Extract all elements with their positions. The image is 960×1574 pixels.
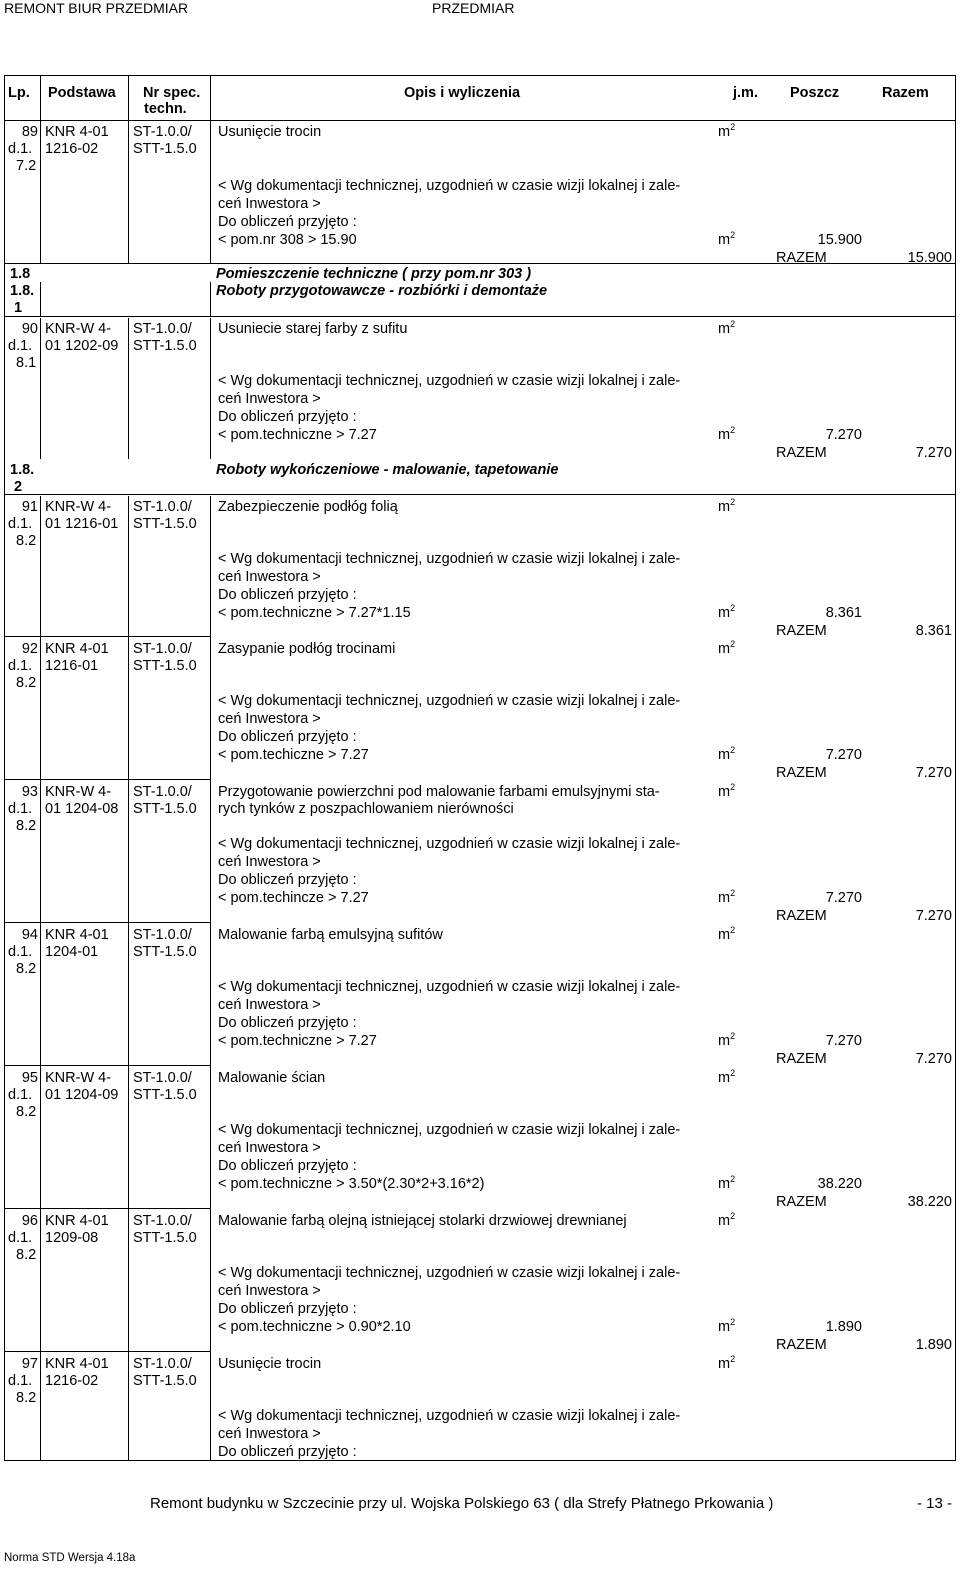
col-divider: [210, 1067, 211, 1210]
table-right-border: [955, 75, 956, 1460]
col-divider: [128, 638, 129, 781]
calc-basis-note-cont: ceń Inwestora >: [218, 196, 321, 212]
item-basis: KNR-W 4-: [45, 784, 112, 800]
calc-assumption: Do obliczeń przyjęto :: [218, 1015, 357, 1031]
item-spec: ST-1.0.0/: [133, 499, 192, 515]
item-unit: $m^2$: [718, 639, 736, 657]
item-unit: $m^2$: [718, 925, 736, 943]
item-unit: $m^2$: [718, 122, 736, 140]
calc-unit: $m^2$: [718, 1317, 736, 1335]
unit-exponent: 2: [730, 1031, 736, 1041]
unit-exponent: 2: [730, 1211, 736, 1221]
unit-exponent: 2: [730, 425, 736, 435]
calc-basis-note-cont: ceń Inwestora >: [218, 391, 321, 407]
page-number: - 13 -: [916, 1495, 952, 1512]
calc-unit: $m^2$: [718, 1031, 736, 1049]
item-ref-sub: 8.1: [16, 355, 37, 371]
item-spec-code: STT-1.5.0: [133, 516, 197, 532]
item-unit: $m^2$: [718, 1068, 736, 1086]
calc-formula: < pom.nr 308 > 15.90: [218, 232, 357, 248]
calc-assumption: Do obliczeń przyjęto :: [218, 587, 357, 603]
col-poszcz: Poszcz: [790, 85, 840, 101]
calc-basis-note-cont: ceń Inwestora >: [218, 569, 321, 585]
item-description: Usuniecie starej farby z sufitu: [218, 321, 408, 337]
table-top-border: [4, 75, 956, 76]
item-separator: [4, 1065, 210, 1066]
item-description: Malowanie ścian: [218, 1070, 326, 1086]
col-divider: [40, 1067, 41, 1210]
col-divider: [128, 1353, 129, 1460]
software-version: Norma STD Wersja 4.18a: [4, 1552, 136, 1564]
section-number: 1.8.: [10, 462, 35, 478]
calc-basis-note: < Wg dokumentacji technicznej, uzgodnień w czasie wizji lokalnej i zale-: [218, 979, 681, 995]
item-unit: $m^2$: [718, 497, 736, 515]
calc-unit: $m^2$: [718, 603, 736, 621]
item-basis: KNR 4-01: [45, 641, 109, 657]
col-divider: [40, 318, 41, 459]
item-unit: $m^2$: [718, 1354, 736, 1372]
col-divider: [210, 75, 211, 120]
total-label: RAZEM: [776, 765, 827, 781]
item-spec: ST-1.0.0/: [133, 1070, 192, 1086]
item-description-cont: rych tynków z poszpachlowaniem nierówności: [218, 801, 514, 817]
calc-basis-note-cont: ceń Inwestora >: [218, 854, 321, 870]
col-divider: [40, 496, 41, 638]
item-ref-sub: 8.2: [16, 961, 37, 977]
item-spec-code: STT-1.5.0: [133, 1373, 197, 1389]
calc-basis-note-cont: ceń Inwestora >: [218, 1140, 321, 1156]
item-basis-code: 1209-08: [45, 1230, 99, 1246]
calc-assumption: Do obliczeń przyjęto :: [218, 1444, 357, 1460]
col-divider: [128, 924, 129, 1067]
col-divider: [40, 638, 41, 781]
col-opis: Opis i wyliczenia: [404, 85, 521, 101]
item-unit: $m^2$: [718, 319, 736, 337]
calc-formula: < pom.techniczne > 7.27: [218, 1033, 377, 1049]
calc-partial-value: 1.890: [825, 1319, 862, 1335]
item-ref: d.1.: [8, 1087, 33, 1103]
col-divider: [128, 496, 129, 638]
item-basis-code: 1216-01: [45, 658, 99, 674]
app-title: REMONT BIUR PRZEDMIAR: [4, 0, 189, 16]
item-basis-code: 1204-01: [45, 944, 99, 960]
calc-basis-note: < Wg dokumentacji technicznej, uzgodnień w czasie wizji lokalnej i zale-: [218, 693, 681, 709]
footer-text: Remont budynku w Szczecinie przy ul. Wojska Polskiego 63 ( dla Strefy Płatnego Prkowania ): [150, 1495, 774, 1512]
item-basis-code: 01 1204-08: [45, 801, 119, 817]
item-ref-sub: 7.2: [16, 158, 37, 174]
calc-basis-note-cont: ceń Inwestora >: [218, 1426, 321, 1442]
calc-assumption: Do obliczeń przyjęto :: [218, 1158, 357, 1174]
calc-basis-note-cont: ceń Inwestora >: [218, 997, 321, 1013]
calc-formula: < pom.techniczne > 0.90*2.10: [218, 1319, 411, 1335]
calc-basis-note: < Wg dokumentacji technicznej, uzgodnień w czasie wizji lokalnej i zale-: [218, 1265, 681, 1281]
item-spec: ST-1.0.0/: [133, 641, 192, 657]
unit-exponent: 2: [730, 1354, 736, 1364]
unit-exponent: 2: [730, 603, 736, 613]
calc-partial-value: 8.361: [825, 605, 862, 621]
item-basis: KNR-W 4-: [45, 1070, 112, 1086]
col-divider: [210, 1210, 211, 1353]
item-basis: KNR-W 4-: [45, 321, 112, 337]
col-divider: [40, 282, 41, 316]
item-ref: d.1.: [8, 338, 33, 354]
col-razem: Razem: [882, 85, 929, 101]
item-description: Przygotowanie powierzchni pod malowanie farbami emulsyjnymi sta-: [218, 784, 660, 800]
calc-basis-note: < Wg dokumentacji technicznej, uzgodnień w czasie wizji lokalnej i zale-: [218, 551, 681, 567]
item-description: Malowanie farbą emulsyjną sufitów: [218, 927, 443, 943]
calc-partial-value: 38.220: [817, 1176, 862, 1192]
col-divider: [40, 924, 41, 1067]
unit-exponent: 2: [730, 1317, 736, 1327]
calc-unit: $m^2$: [718, 888, 736, 906]
item-ref: d.1.: [8, 801, 33, 817]
item-spec-code: STT-1.5.0: [133, 1230, 197, 1246]
total-label: RAZEM: [776, 1194, 827, 1210]
total-value: 38.220: [907, 1194, 952, 1210]
calc-basis-note: < Wg dokumentacji technicznej, uzgodnień w czasie wizji lokalnej i zale-: [218, 373, 681, 389]
calc-basis-note: < Wg dokumentacji technicznej, uzgodnień w czasie wizji lokalnej i zale-: [218, 1122, 681, 1138]
section-title: Roboty wykończeniowe - malowanie, tapetowanie: [216, 462, 559, 478]
calc-formula: < pom.techniczne > 3.50*(2.30*2+3.16*2): [218, 1176, 485, 1192]
item-basis-code: 01 1216-01: [45, 516, 119, 532]
unit-exponent: 2: [730, 745, 736, 755]
col-podstawa: Podstawa: [48, 85, 116, 101]
item-ref-sub: 8.2: [16, 533, 37, 549]
calc-assumption: Do obliczeń przyjęto :: [218, 1301, 357, 1317]
item-ref-sub: 8.2: [16, 1104, 37, 1120]
page-footer: [150, 1495, 956, 1512]
item-number: 91: [21, 499, 38, 515]
table-header-bottom-border: [4, 120, 956, 121]
col-divider: [128, 75, 129, 120]
total-value: 8.361: [915, 623, 952, 639]
item-unit: $m^2$: [718, 1211, 736, 1229]
unit-exponent: 2: [730, 230, 736, 240]
col-divider: [128, 121, 129, 263]
total-label: RAZEM: [776, 1337, 827, 1353]
item-ref: d.1.: [8, 658, 33, 674]
total-label: RAZEM: [776, 250, 827, 266]
item-number: 92: [21, 641, 38, 657]
total-label: RAZEM: [776, 445, 827, 461]
item-number: 94: [21, 927, 38, 943]
item-unit: $m^2$: [718, 782, 736, 800]
calc-assumption: Do obliczeń przyjęto :: [218, 409, 357, 425]
col-divider: [210, 496, 211, 638]
calc-basis-note: < Wg dokumentacji technicznej, uzgodnień w czasie wizji lokalnej i zale-: [218, 1408, 681, 1424]
item-spec: ST-1.0.0/: [133, 927, 192, 943]
item-basis: KNR 4-01: [45, 1213, 109, 1229]
app-header: [0, 0, 960, 18]
item-spec-code: STT-1.5.0: [133, 338, 197, 354]
calc-unit: $m^2$: [718, 425, 736, 443]
calc-partial-value: 7.270: [825, 890, 862, 906]
section-number: 1.8: [10, 266, 31, 282]
unit-exponent: 2: [730, 1174, 736, 1184]
unit-exponent: 2: [730, 122, 736, 132]
calc-assumption: Do obliczeń przyjęto :: [218, 729, 357, 745]
item-basis: KNR-W 4-: [45, 499, 112, 515]
item-basis: KNR 4-01: [45, 124, 109, 140]
col-divider: [210, 781, 211, 924]
total-value: 7.270: [915, 765, 952, 781]
section-number-part: 1: [14, 300, 23, 316]
calc-partial-value: 15.900: [817, 232, 862, 248]
calc-partial-value: 7.270: [825, 427, 862, 443]
item-number: 95: [21, 1070, 38, 1086]
col-divider: [210, 638, 211, 781]
section-separator: [4, 316, 956, 317]
item-basis-code: 1216-02: [45, 141, 99, 157]
item-ref-sub: 8.2: [16, 675, 37, 691]
section-title: Roboty przygotowawcze - rozbiórki i demontaże: [216, 283, 548, 299]
item-spec-code: STT-1.5.0: [133, 141, 197, 157]
section-title: Pomieszczenie techniczne ( przy pom.nr 303 ): [216, 266, 532, 282]
table-left-border: [4, 75, 5, 1460]
item-ref-sub: 8.2: [16, 1390, 37, 1406]
calc-assumption: Do obliczeń przyjęto :: [218, 214, 357, 230]
item-basis-code: 01 1204-09: [45, 1087, 119, 1103]
col-divider: [210, 282, 211, 316]
calc-unit: $m^2$: [718, 1174, 736, 1192]
item-spec: ST-1.0.0/: [133, 124, 192, 140]
col-divider: [128, 1067, 129, 1210]
item-spec: ST-1.0.0/: [133, 1213, 192, 1229]
calc-basis-note-cont: ceń Inwestora >: [218, 711, 321, 727]
item-number: 90: [21, 321, 38, 337]
unit-exponent: 2: [730, 639, 736, 649]
document-title: PRZEDMIAR: [432, 0, 515, 16]
col-jm: j.m.: [733, 85, 758, 101]
item-ref-sub: 8.2: [16, 818, 37, 834]
calc-partial-value: 7.270: [825, 747, 862, 763]
col-divider: [210, 318, 211, 459]
item-ref: d.1.: [8, 944, 33, 960]
calc-formula: < pom.techincze > 7.27: [218, 890, 369, 906]
col-divider: [128, 318, 129, 459]
col-nrspec-2: techn.: [144, 101, 187, 117]
unit-exponent: 2: [730, 1068, 736, 1078]
total-value: 7.270: [915, 445, 952, 461]
item-number: 97: [21, 1356, 38, 1372]
item-description: Zabezpieczenie podłóg folią: [218, 499, 398, 515]
total-value: 7.270: [915, 1051, 952, 1067]
calc-assumption: Do obliczeń przyjęto :: [218, 872, 357, 888]
item-number: 96: [21, 1213, 38, 1229]
col-divider: [40, 75, 41, 120]
col-divider: [210, 924, 211, 1067]
item-description: Usunięcie trocin: [218, 1356, 322, 1372]
calc-basis-note: < Wg dokumentacji technicznej, uzgodnień w czasie wizji lokalnej i zale-: [218, 178, 681, 194]
item-spec-code: STT-1.5.0: [133, 658, 197, 674]
unit-exponent: 2: [730, 782, 736, 792]
col-divider: [128, 781, 129, 924]
section-separator: [4, 494, 956, 495]
total-value: 15.900: [907, 250, 952, 266]
item-spec-code: STT-1.5.0: [133, 801, 197, 817]
item-spec-code: STT-1.5.0: [133, 944, 197, 960]
item-description: Usunięcie trocin: [218, 124, 322, 140]
calc-basis-note-cont: ceń Inwestora >: [218, 1283, 321, 1299]
item-number: 89: [21, 124, 38, 140]
col-lp: Lp.: [8, 85, 30, 101]
item-ref: d.1.: [8, 141, 33, 157]
unit-exponent: 2: [730, 497, 736, 507]
item-spec: ST-1.0.0/: [133, 784, 192, 800]
unit-exponent: 2: [730, 925, 736, 935]
col-divider: [40, 781, 41, 924]
total-value: 7.270: [915, 908, 952, 924]
col-divider: [40, 1353, 41, 1460]
item-basis: KNR 4-01: [45, 927, 109, 943]
col-divider: [128, 1210, 129, 1353]
item-ref: d.1.: [8, 1373, 33, 1389]
total-label: RAZEM: [776, 908, 827, 924]
item-basis-code: 01 1202-09: [45, 338, 119, 354]
item-separator: [4, 1351, 210, 1352]
item-ref: d.1.: [8, 516, 33, 532]
calc-formula: < pom.techniczne > 7.27*1.15: [218, 605, 411, 621]
calc-partial-value: 7.270: [825, 1033, 862, 1049]
item-description: Malowanie farbą olejną istniejącej stolarki drzwiowej drewnianej: [218, 1213, 627, 1229]
table-bottom-border: [4, 1460, 956, 1461]
calc-basis-note: < Wg dokumentacji technicznej, uzgodnień w czasie wizji lokalnej i zale-: [218, 836, 681, 852]
item-separator: [4, 779, 210, 780]
col-nrspec: Nr spec.: [143, 85, 201, 101]
item-ref-sub: 8.2: [16, 1247, 37, 1263]
item-separator: [4, 636, 210, 637]
col-divider: [40, 121, 41, 263]
item-separator: [4, 1208, 210, 1209]
calc-formula: < pom.techiczne > 7.27: [218, 747, 369, 763]
item-basis: KNR 4-01: [45, 1356, 109, 1372]
calc-unit: $m^2$: [718, 745, 736, 763]
calc-unit: $m^2$: [718, 230, 736, 248]
item-spec-code: STT-1.5.0: [133, 1087, 197, 1103]
unit-exponent: 2: [730, 888, 736, 898]
item-basis-code: 1216-02: [45, 1373, 99, 1389]
item-ref: d.1.: [8, 1230, 33, 1246]
item-spec: ST-1.0.0/: [133, 321, 192, 337]
item-description: Zasypanie podłóg trocinami: [218, 641, 396, 657]
col-divider: [210, 1353, 211, 1460]
item-spec: ST-1.0.0/: [133, 1356, 192, 1372]
col-divider: [40, 1210, 41, 1353]
total-label: RAZEM: [776, 623, 827, 639]
section-number-part: 2: [14, 479, 23, 495]
section-number: 1.8.: [10, 283, 35, 299]
total-value: 1.890: [915, 1337, 952, 1353]
item-number: 93: [21, 784, 38, 800]
total-label: RAZEM: [776, 1051, 827, 1067]
col-divider: [210, 121, 211, 263]
calc-formula: < pom.techniczne > 7.27: [218, 427, 377, 443]
item-separator: [4, 922, 210, 923]
unit-exponent: 2: [730, 319, 736, 329]
